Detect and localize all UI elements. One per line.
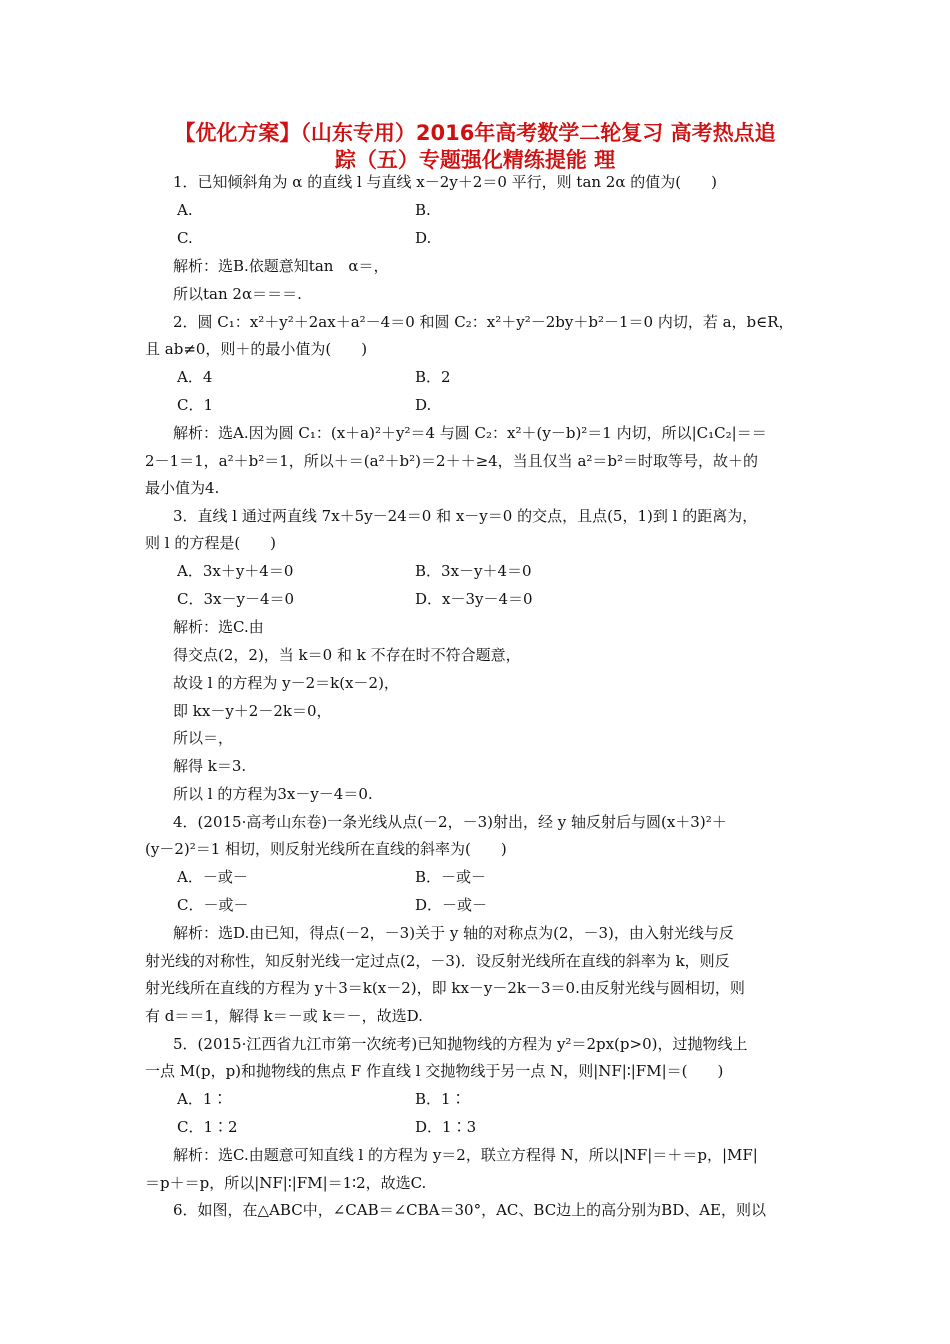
q1-solution-2: 所以tan 2α＝＝＝. <box>173 285 302 303</box>
document-title <box>120 120 830 174</box>
q2-option-d: D. <box>415 396 432 414</box>
q2-solution-3: 最小值为4. <box>145 479 220 497</box>
q2-stem-1: 2．圆 C₁：x²＋y²＋2ax＋a²－4＝0 和圆 C₂：x²＋y²－2by＋b²－1＝0 内切，若 a，b∈R， <box>173 313 794 331</box>
q5-solution-2: ＝p＋＝p，所以|NF|∶|FM|＝1∶2，故选C. <box>145 1174 427 1192</box>
q3-stem-2: 则 l 的方程是( ) <box>145 534 277 552</box>
q3-solution-7: 所以 l 的方程为3x－y－4＝0. <box>173 785 373 803</box>
q4-solution-1: 解析：选D.由已知，得点(－2，－3)关于 y 轴的对称点为(2，－3)，由入射光线与反 <box>173 924 734 942</box>
q5-option-c: C．1∶2 <box>177 1118 238 1136</box>
q3-option-d: D．x－3y－4＝0 <box>415 590 533 608</box>
q5-option-b: B．1∶ <box>415 1090 466 1108</box>
q1-option-b: B. <box>415 201 431 219</box>
q3-solution-5: 所以＝， <box>173 729 234 747</box>
q2-solution-1: 解析：选A.因为圆 C₁：(x＋a)²＋y²＝4 与圆 C₂：x²＋(y－b)²＝1 内切，所以|C₁C₂|＝＝ <box>173 424 767 442</box>
q4-option-a: A．－或－ <box>177 868 248 886</box>
q6-stem-1: 6．如图，在△ABC中，∠CAB＝∠CBA＝30°，AC、BC边上的高分别为BD、AE，则以 <box>173 1201 767 1219</box>
q1-option-a: A. <box>177 201 193 219</box>
q2-solution-2: 2－1＝1，a²＋b²＝1，所以＋＝(a²＋b²)＝2＋＋≥4，当且仅当 a²＝b²＝时取等号，故＋的 <box>145 452 759 470</box>
q5-option-a: A．1∶ <box>177 1090 228 1108</box>
q3-option-b: B．3x－y＋4＝0 <box>415 562 532 580</box>
q2-option-b: B．2 <box>415 368 451 386</box>
q2-option-c: C．1 <box>177 396 214 414</box>
q4-option-c: C．－或－ <box>177 896 249 914</box>
q3-option-c: C．3x－y－4＝0 <box>177 590 295 608</box>
q4-option-d: D．－或－ <box>415 896 488 914</box>
q3-option-a: A．3x＋y＋4＝0 <box>177 562 294 580</box>
title-line-2: 踪（五）专题强化精练提能 理 <box>334 148 616 172</box>
q2-stem-2: 且 ab≠0，则＋的最小值为( ) <box>145 340 368 358</box>
q3-solution-6: 解得 k＝3. <box>173 757 247 775</box>
q4-stem-1: 4．(2015·高考山东卷)一条光线从点(－2，－3)射出，经 y 轴反射后与圆(x＋3)²＋ <box>173 813 727 831</box>
q4-option-b: B．－或－ <box>415 868 487 886</box>
q4-solution-2: 射光线的对称性，知反射光线一定过点(2，－3)．设反射光线所在直线的斜率为 k，则反 <box>145 952 730 970</box>
q2-option-a: A．4 <box>177 368 213 386</box>
q3-solution-1: 解析：选C.由 <box>173 618 264 636</box>
q3-solution-4: 即 kx－y＋2－2k＝0， <box>173 702 332 720</box>
q5-option-d: D．1∶3 <box>415 1118 477 1136</box>
q5-stem-2: 一点 M(p，p)和抛物线的焦点 F 作直线 l 交抛物线于另一点 N，则|NF|∶|FM|＝( ) <box>145 1062 724 1080</box>
q1-stem: 1．已知倾斜角为 α 的直线 l 与直线 x－2y＋2＝0 平行，则 tan 2α 的值为( ) <box>173 173 717 191</box>
title-line-1: 【优化方案】（山东专用）2016年高考数学二轮复习 高考热点追 <box>174 121 776 145</box>
q3-stem-1: 3．直线 l 通过两直线 7x＋5y－24＝0 和 x－y＝0 的交点，且点(5，1)到 l 的距离为， <box>173 507 758 525</box>
q1-option-d: D. <box>415 229 432 247</box>
q3-solution-2: 得交点(2，2)，当 k＝0 和 k 不存在时不符合题意， <box>173 646 521 664</box>
q1-solution-1: 解析：选B.依题意知tan α＝， <box>173 257 389 275</box>
q5-stem-1: 5．(2015·江西省九江市第一次统考)已知抛物线的方程为 y²＝2px(p>0)，过抛物线上 <box>173 1035 748 1053</box>
q4-solution-3: 射光线所在直线的方程为 y＋3＝k(x－2)，即 kx－y－2k－3＝0.由反射光线与圆相切，则 <box>145 979 745 997</box>
q3-solution-3: 故设 l 的方程为 y－2＝k(x－2)， <box>173 674 399 692</box>
q5-solution-1: 解析：选C.由题意可知直线 l 的方程为 y＝2，联立方程得 N，所以|NF|＝＋＝p，|MF| <box>173 1146 758 1164</box>
q4-solution-4: 有 d＝＝1，解得 k＝－或 k＝－，故选D. <box>145 1007 423 1025</box>
q4-stem-2: (y－2)²＝1 相切，则反射光线所在直线的斜率为( ) <box>145 840 507 858</box>
q1-option-c: C. <box>177 229 193 247</box>
